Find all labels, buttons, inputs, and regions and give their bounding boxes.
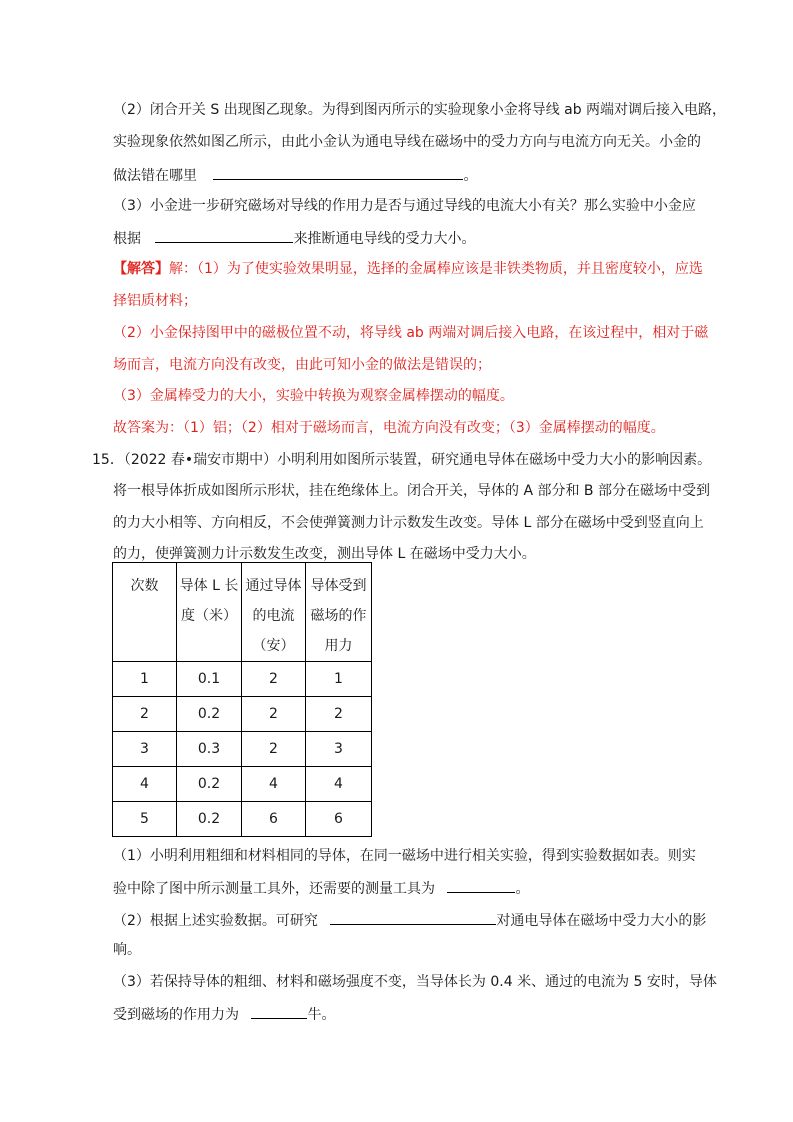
answer-line3: （2）小金保持图甲中的磁极位置不动，将导线 ab 两端对调后接入电路，在该过程中，相对于磁 xyxy=(113,325,709,341)
header-force: 导体受到 磁场的作 用力 xyxy=(306,563,372,662)
table-cell: 2 xyxy=(113,697,177,732)
q15-part1-line2 xyxy=(113,877,529,899)
q15-stem-line2: 将一根导体折成如图所示形状，挂在绝缘体上。闭合开关，导体的 A 部分和 B 部分在磁场中受到 xyxy=(113,483,710,499)
table-cell: 2 xyxy=(306,697,372,732)
q15-part1-line2-prefix: 验中除了图中所示测量工具外，还需要的测量工具为 xyxy=(113,881,435,897)
table-cell: 2 xyxy=(242,697,306,732)
q14-part3-line2-suffix: 来推断通电导线的受力大小。 xyxy=(293,231,476,247)
q15-part3-line2-prefix: 受到磁场的作用力为 xyxy=(113,1007,239,1023)
header-count: 次数 xyxy=(113,563,177,662)
q15-part3-line2-suffix: 牛。 xyxy=(307,1007,336,1023)
table-cell: 0.1 xyxy=(177,662,242,697)
table-cell: 0.2 xyxy=(177,802,242,837)
q15-part2-line2: 响。 xyxy=(113,942,141,958)
header-length: 导体 L 长 度（米） xyxy=(177,563,242,662)
table-row xyxy=(113,697,372,732)
table-row xyxy=(113,767,372,802)
table-cell: 0.2 xyxy=(177,697,242,732)
table-cell: 6 xyxy=(306,802,372,837)
q14-part2-line3-prefix: 做法错在哪里 xyxy=(113,168,197,184)
table-cell: 1 xyxy=(113,662,177,697)
q15-stem-line1: 15．（2022 春•瑞安市期中）小明利用如图所示装置，研究通电导体在磁场中受力大小的影响因素。 xyxy=(92,452,712,468)
table-cell: 0.3 xyxy=(177,732,242,767)
answer-line2: 择铝质材料； xyxy=(113,293,197,309)
q14-part3-line2-prefix: 根据 xyxy=(113,231,141,247)
q14-part3-line1: （3）小金进一步研究磁场对导线的作用力是否与通过导线的电流大小有关？那么实验中小金应 xyxy=(113,198,696,214)
q15-part3-line1: （3）若保持导体的粗细、材料和磁场强度不变，当导体长为 0.4 米、通过的电流为 5 安时，导体 xyxy=(113,974,717,990)
table-cell: 5 xyxy=(113,802,177,837)
q14-part2-line3 xyxy=(113,164,477,186)
table-cell: 3 xyxy=(113,732,177,767)
table-cell: 4 xyxy=(306,767,372,802)
answer-tag: 【解答】 xyxy=(113,261,169,277)
q14-part2-line2: 实验现象依然如图乙所示，由此小金认为通电导线在磁场中的受力方向与电流方向无关。小金的 xyxy=(113,134,701,150)
table-cell: 0.2 xyxy=(177,767,242,802)
q15-part1-line2-suffix: 。 xyxy=(515,881,530,897)
header-current: 通过导体 的电流 （安） xyxy=(242,563,306,662)
answer-line1-text: 解：（1）为了使实验效果明显，选择的金属棒应该是非铁类物质，并且密度较小，应选 xyxy=(169,261,703,277)
q15-stem-line3: 的力大小相等、方向相反，不会使弹簧测力计示数发生改变。导体 L 部分在磁场中受到竖直向上 xyxy=(113,515,704,531)
answer-line5: （3）金属棒受力的大小，实验中转换为观察金属棒摆动的幅度。 xyxy=(113,388,514,404)
table-cell: 1 xyxy=(306,662,372,697)
q15-part2-line1-prefix: （2）根据上述实验数据。可研究 xyxy=(113,913,318,929)
table-cell: 4 xyxy=(113,767,177,802)
answer-line4: 场而言，电流方向没有改变，由此可知小金的做法是错误的； xyxy=(113,357,491,373)
table-cell: 6 xyxy=(242,802,306,837)
q15-part3-line2 xyxy=(113,1003,335,1025)
q15-part2-line1-suffix: 对通电导体在磁场中受力大小的影 xyxy=(496,913,707,929)
table-cell: 2 xyxy=(242,662,306,697)
answer-blank[interactable] xyxy=(213,164,463,180)
table-cell: 2 xyxy=(242,732,306,767)
answer-blank[interactable] xyxy=(447,877,515,893)
table-row xyxy=(113,802,372,837)
data-table xyxy=(112,562,372,837)
q15-part2-line1 xyxy=(113,909,706,931)
answer-line1 xyxy=(113,259,703,279)
q14-part3-line2 xyxy=(113,227,475,249)
table-cell: 4 xyxy=(242,767,306,802)
table-cell: 3 xyxy=(306,732,372,767)
answer-line6: 故答案为：（1）铝；（2）相对于磁场而言，电流方向没有改变；（3）金属棒摆动的幅度。 xyxy=(113,420,665,436)
answer-blank[interactable] xyxy=(251,1003,307,1019)
q14-part2-line1: （2）闭合开关 S 出现图乙现象。为得到图丙所示的实验现象小金将导线 ab 两端对调后接入电路， xyxy=(113,102,727,118)
answer-blank[interactable] xyxy=(330,909,496,925)
table-header-row xyxy=(113,563,372,662)
q14-part2-line3-suffix: 。 xyxy=(463,168,478,184)
q15-stem-line4: 的力，使弹簧测力计示数发生改变，测出导体 L 在磁场中受力大小。 xyxy=(113,546,536,562)
table-row xyxy=(113,662,372,697)
answer-blank[interactable] xyxy=(155,227,293,243)
q15-part1-line1: （1）小明利用粗细和材料相同的导体，在同一磁场中进行相关实验，得到实验数据如表。则实 xyxy=(113,848,696,864)
table-row xyxy=(113,732,372,767)
